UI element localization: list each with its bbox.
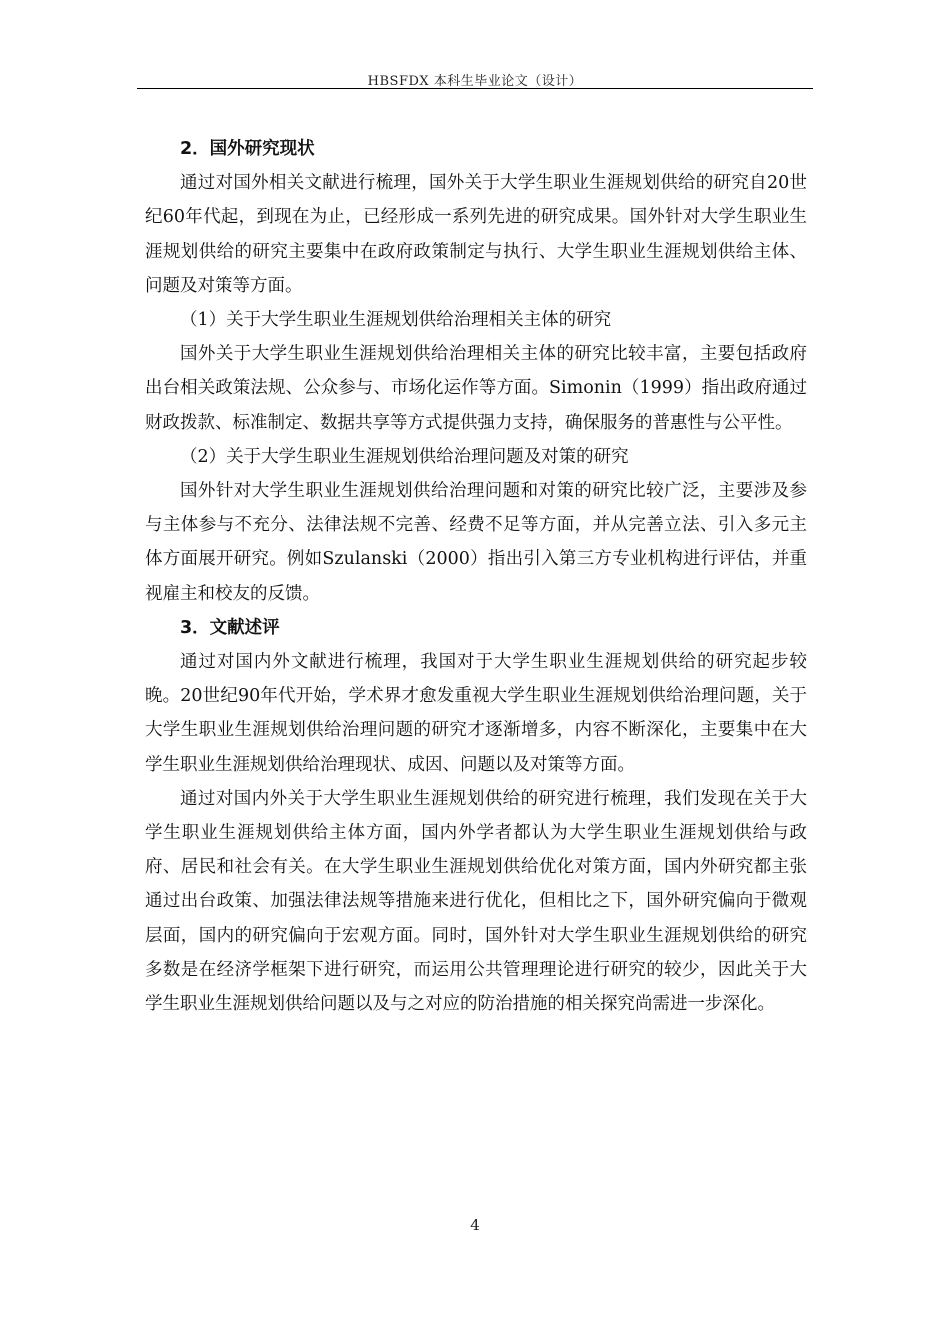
section-heading-foreign-research: 2．国外研究现状 bbox=[180, 139, 315, 159]
section-heading-literature-review: 3．文献述评 bbox=[180, 617, 280, 638]
subsection-heading-subjects: （1）关于大学生职业生涯规划供给治理相关主体的研究 bbox=[180, 310, 612, 331]
header-divider bbox=[137, 88, 813, 89]
paragraph-problems: 国外针对大学生职业生涯规划供给治理问题和对策的研究比较广泛，主要涉及参与主体参与不充分、法律法规不完善、经费不足等方面，并从完善立法、引入多元主体方面展开研究。例如Szulanski（2000）指出引入第三方专业机构进行评估，并重视雇主和校友的反馈。 bbox=[145, 481, 807, 604]
page-number: 4 bbox=[470, 1216, 480, 1234]
running-header: HBSFDX 本科生毕业论文（设计） bbox=[367, 74, 583, 89]
paragraph-foreign-intro: 通过对国外相关文献进行梳理，国外关于大学生职业生涯规划供给的研究自20世纪60年代起，到现在为止，已经形成一系列先进的研究成果。国外针对大学生职业生涯规划供给的研究主要集中在政府政策制定与执行、大学生职业生涯规划供给主体、问题及对策等方面。 bbox=[145, 173, 807, 296]
paragraph-subjects: 国外关于大学生职业生涯规划供给治理相关主体的研究比较丰富，主要包括政府出台相关政策法规、公众参与、市场化运作等方面。Simonin（1999）指出政府通过财政拨款、标准制定、数据共享等方式提供强力支持，确保服务的普惠性与公平性。 bbox=[145, 344, 807, 433]
page-body bbox=[145, 132, 807, 1021]
subsection-heading-problems: （2）关于大学生职业生涯规划供给治理问题及对策的研究 bbox=[180, 446, 629, 467]
paragraph-review-2: 通过对国内外关于大学生职业生涯规划供给的研究进行梳理，我们发现在关于大学生职业生涯规划供给主体方面，国内外学者都认为大学生职业生涯规划供给与政府、居民和社会有关。在大学生职业生涯规划供给优化对策方面，国内外研究都主张通过出台政策、加强法律法规等措施来进行优化，但相比之下，国外研究偏向于微观层面，国内的研究偏向于宏观方面。同时，国外针对大学生职业生涯规划供给的研究多数是在经济学框架下进行研究，而运用公共管理理论进行研究的较少，因此关于大学生职业生涯规划供给问题以及与之对应的防治措施的相关探究尚需进一步深化。 bbox=[145, 788, 807, 1015]
paragraph-review-1: 通过对国内外文献进行梳理，我国对于大学生职业生涯规划供给的研究起步较晚。20世纪90年代开始，学术界才愈发重视大学生职业生涯规划供给治理问题，关于大学生职业生涯规划供给治理问题的研究才逐渐增多，内容不断深化，主要集中在大学生职业生涯规划供给治理现状、成因、问题以及对策等方面。 bbox=[145, 652, 807, 775]
